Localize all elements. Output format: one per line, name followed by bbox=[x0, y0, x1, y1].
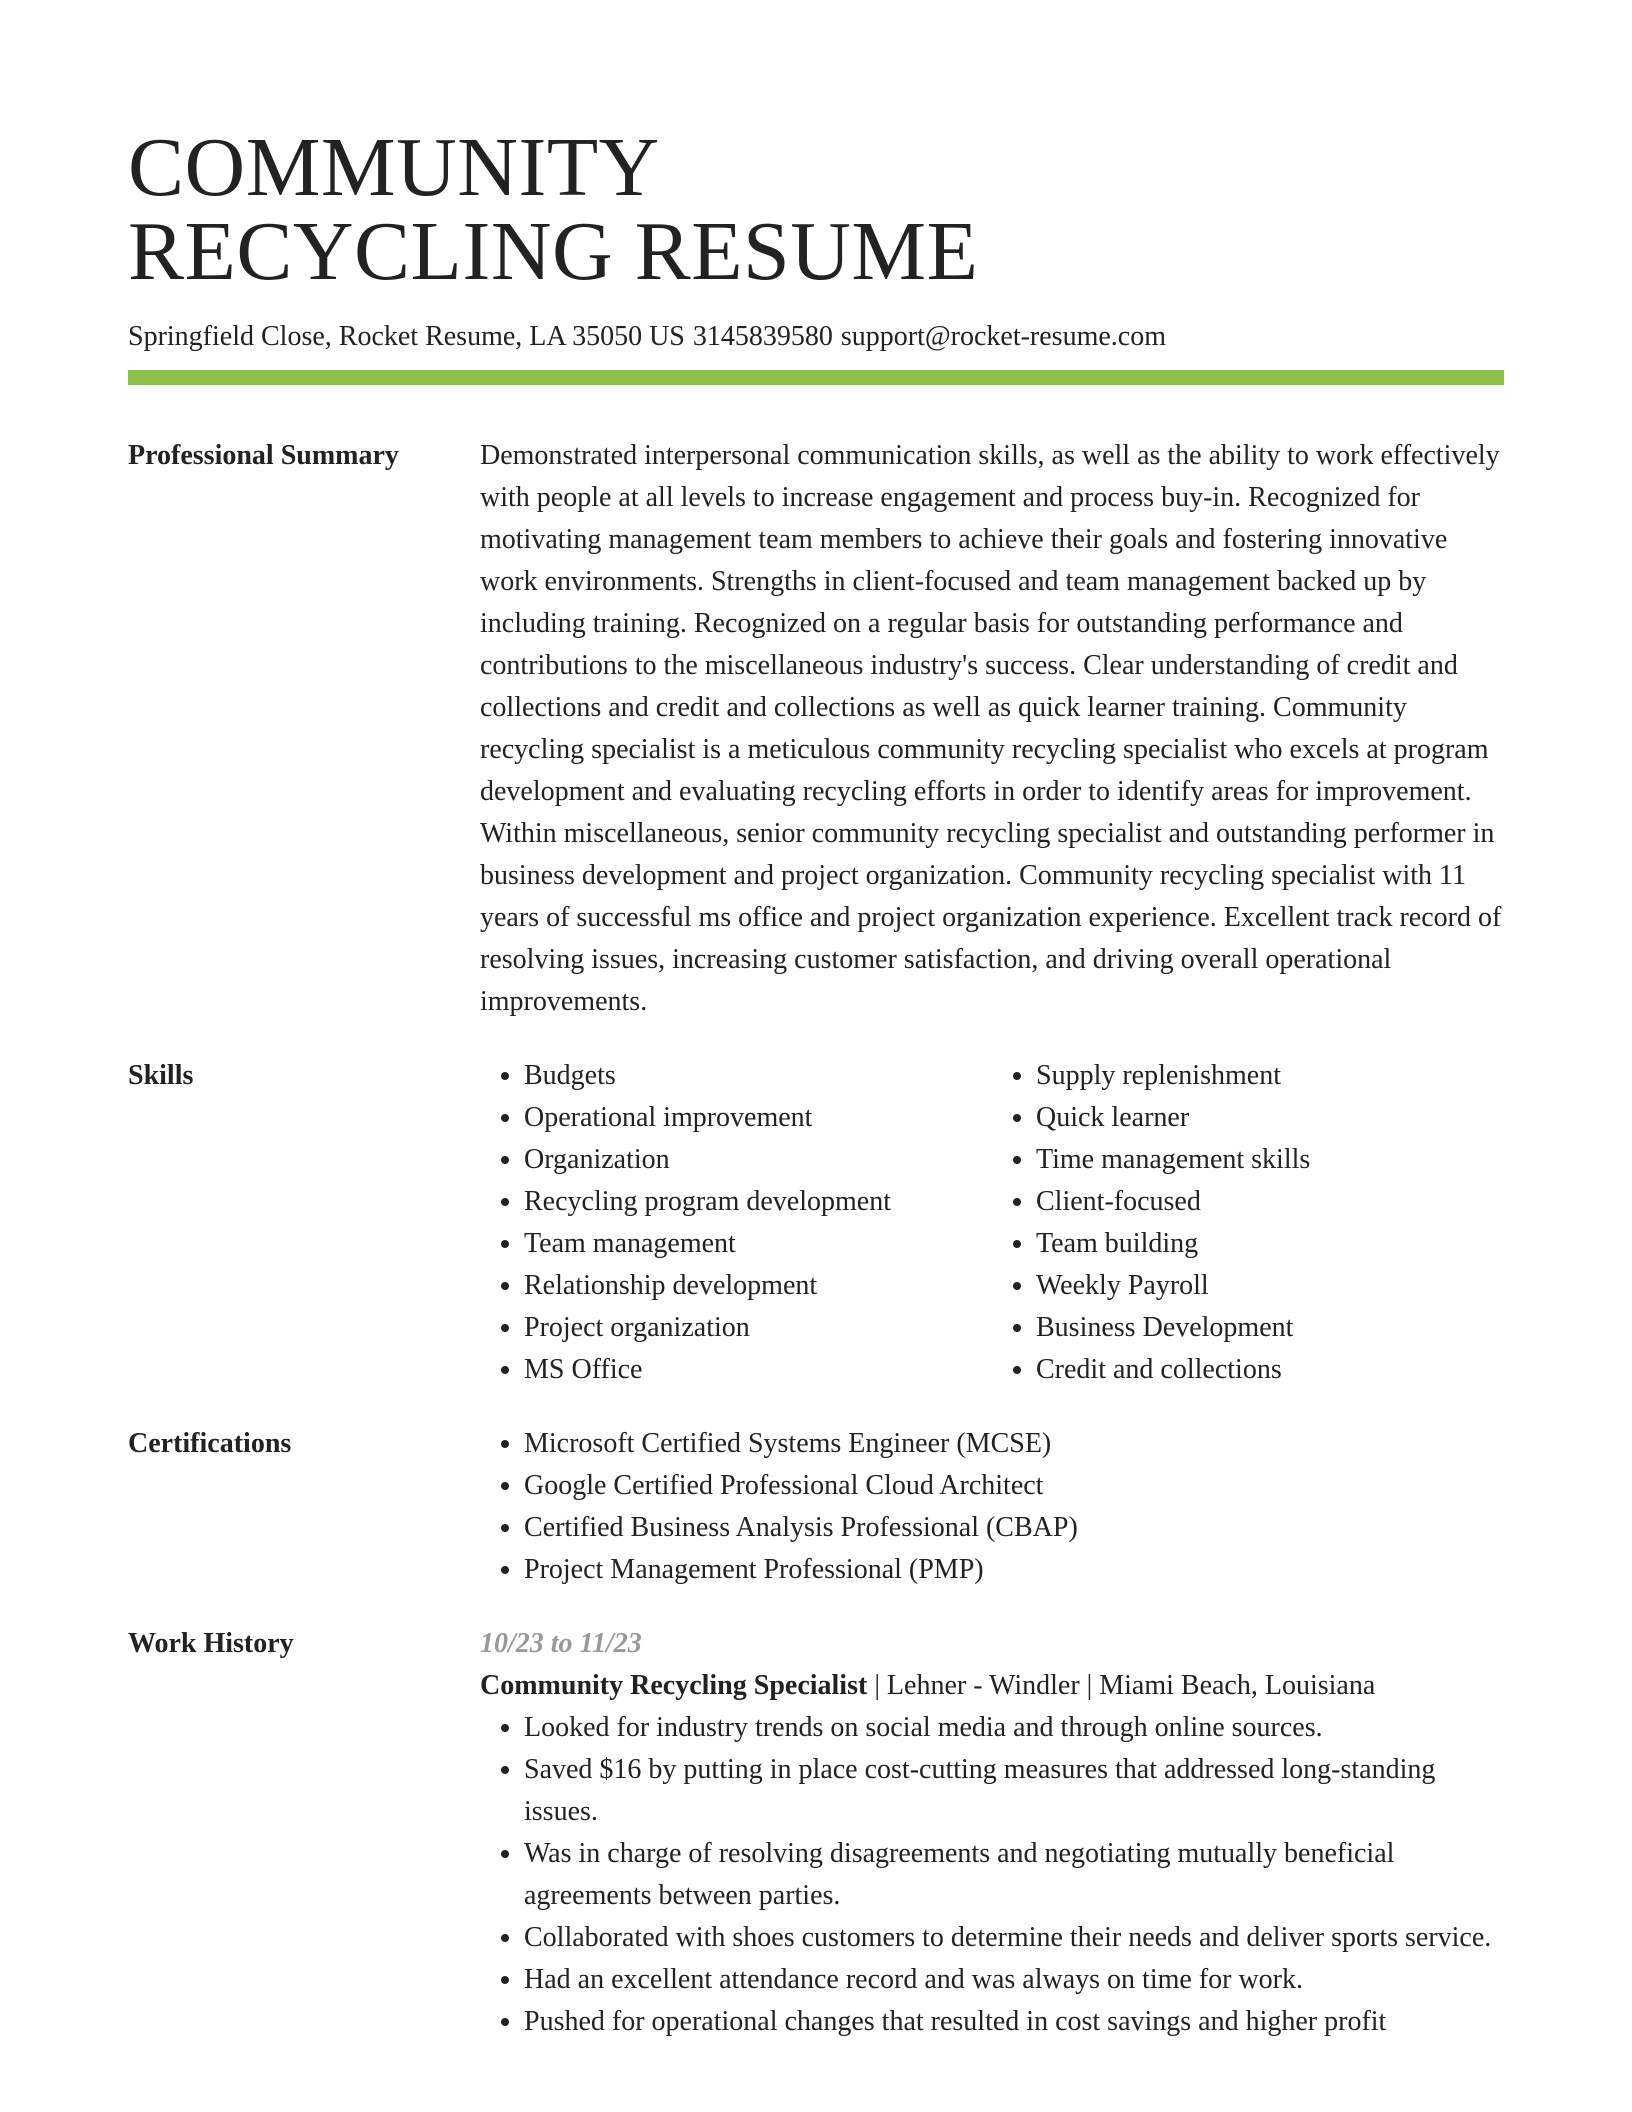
job-heading bbox=[480, 1665, 1504, 1707]
resume-page bbox=[128, 121, 1504, 2043]
skill-item: • Relationship development bbox=[524, 1265, 992, 1307]
certification-item: • Microsoft Certified Systems Engineer (MCSE) bbox=[524, 1423, 1504, 1465]
summary-text: Demonstrated interpersonal communication skills, as well as the ability to work effectively with people at all levels to increase engagement and process buy-in. Recognized for motivating management team members to achieve their goals and fostering innovative work environments. Strengths in client-focused and team management backed up by including training. Recognized on a regular basis for outstanding performance and contributions to the miscellaneous industry's success. Clear understanding of credit and collections and credit and collections as well as quick learner training. Community recycling specialist is a meticulous community recycling specialist who excels at program development and evaluating recycling efforts in order to identify areas for improvement. Within miscellaneous, senior community recycling specialist and outstanding performer in business development and project organization. Community recycling specialist with 11 years of successful ms office and project organization experience. Excellent track record of resolving issues, increasing customer satisfaction, and driving overall operational improvements. bbox=[480, 440, 1502, 1017]
certification-item: • Google Certified Professional Cloud Architect bbox=[524, 1465, 1504, 1507]
work-history-section bbox=[128, 1623, 1504, 2043]
professional-summary-section bbox=[128, 435, 1504, 1023]
job-bullet: • Pushed for operational changes that resulted in cost savings and higher profit bbox=[524, 2001, 1504, 2043]
job-entry bbox=[480, 1623, 1504, 2043]
section-title-skills: Skills bbox=[128, 1060, 194, 1091]
skill-item: • MS Office bbox=[524, 1349, 992, 1391]
skill-item: • Business Development bbox=[1036, 1307, 1504, 1349]
certifications-list bbox=[480, 1423, 1504, 1591]
skill-item: • Organization bbox=[524, 1139, 992, 1181]
title-line-2: RECYCLING RESUME bbox=[128, 205, 979, 298]
contact-address: Springfield Close, Rocket Resume, LA 35050 US bbox=[128, 321, 685, 352]
job-details: | Lehner - Windler | Miami Beach, Louisiana bbox=[867, 1670, 1376, 1701]
section-title-summary: Professional Summary bbox=[128, 440, 399, 471]
resume-title bbox=[128, 121, 1504, 298]
skill-item: • Quick learner bbox=[1036, 1097, 1504, 1139]
skills-section bbox=[128, 1055, 1504, 1391]
skill-item: • Recycling program development bbox=[524, 1181, 992, 1223]
skill-item: • Budgets bbox=[524, 1055, 992, 1097]
skill-item: • Operational improvement bbox=[524, 1097, 992, 1139]
job-bullet: • Collaborated with shoes customers to determine their needs and deliver sports service. bbox=[524, 1917, 1504, 1959]
skills-list-right bbox=[992, 1055, 1504, 1391]
section-title-work-history: Work History bbox=[128, 1628, 294, 1659]
contact-email[interactable]: support@rocket-resume.com bbox=[840, 321, 1166, 352]
skill-item: • Credit and collections bbox=[1036, 1349, 1504, 1391]
job-bullet: • Had an excellent attendance record and was always on time for work. bbox=[524, 1959, 1504, 2001]
job-bullet: • Was in charge of resolving disagreements and negotiating mutually beneficial agreements between parties. bbox=[524, 1833, 1504, 1917]
skill-item: • Project organization bbox=[524, 1307, 992, 1349]
contact-line bbox=[128, 320, 1504, 354]
job-bullet-list bbox=[480, 1707, 1504, 2043]
skill-item: • Team management bbox=[524, 1223, 992, 1265]
skill-item: • Client-focused bbox=[1036, 1181, 1504, 1223]
skill-item: • Team building bbox=[1036, 1223, 1504, 1265]
title-line-1: COMMUNITY bbox=[128, 121, 660, 214]
contact-phone: 3145839580 bbox=[692, 321, 833, 352]
section-title-certifications: Certifications bbox=[128, 1428, 292, 1459]
job-bullet: • Looked for industry trends on social media and through online sources. bbox=[524, 1707, 1504, 1749]
skills-list-left bbox=[480, 1055, 992, 1391]
job-bullet: • Saved $16 by putting in place cost-cutting measures that addressed long-standing issues. bbox=[524, 1749, 1504, 1833]
job-title: Community Recycling Specialist bbox=[480, 1670, 868, 1701]
job-dates: 10/23 to 11/23 bbox=[480, 1628, 642, 1659]
skill-item: • Weekly Payroll bbox=[1036, 1265, 1504, 1307]
header-divider bbox=[128, 370, 1504, 385]
skill-item: • Time management skills bbox=[1036, 1139, 1504, 1181]
certification-item: • Project Management Professional (PMP) bbox=[524, 1549, 1504, 1591]
certifications-section bbox=[128, 1423, 1504, 1591]
skill-item: • Supply replenishment bbox=[1036, 1055, 1504, 1097]
certification-item: • Certified Business Analysis Professional (CBAP) bbox=[524, 1507, 1504, 1549]
